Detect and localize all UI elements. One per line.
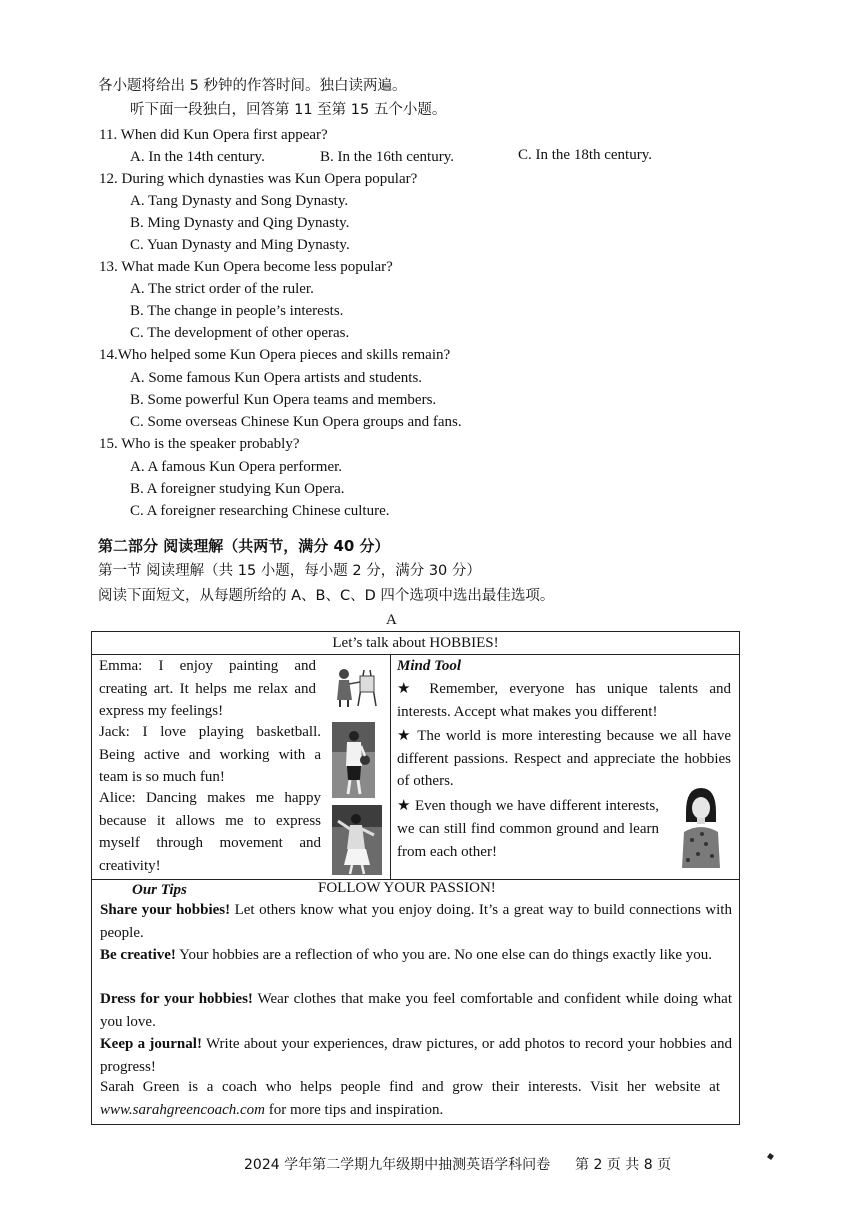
mind-tool-point-1 — [397, 677, 731, 723]
tip-dress-text: Wear clothes that make you feel comfortable and confident while doing what you love. — [100, 991, 732, 1030]
question-12-stem: 12. During which dynasties was Kun Opera popular? — [99, 171, 418, 187]
tip-share — [100, 899, 732, 944]
jack-statement: Jack: I love playing basketball. Being active and working with a team is so much fun! — [99, 724, 321, 785]
tip-share-text: Let others know what you enjoy doing. It’s a great way to build connections with people. — [100, 902, 732, 941]
question-13-stem: 13. What made Kun Opera become less popular? — [99, 259, 393, 275]
sarah-green-info — [100, 1076, 720, 1121]
footer-page-number: 第 2 页 共 8 页 — [575, 1157, 672, 1173]
follow-your-passion: FOLLOW YOUR PASSION! — [318, 880, 496, 896]
reading-directions: 阅读下面短文，从每题所给的 A、B、C、D 四个选项中选出最佳选项。 — [98, 588, 555, 604]
emma-painting-photo — [330, 664, 382, 708]
question-14-stem: 14.Who helped some Kun Opera pieces and skills remain? — [99, 347, 451, 363]
star-icon: ★ — [397, 726, 413, 744]
tip-dress — [100, 988, 732, 1033]
mind-tool-title: Mind Tool — [397, 658, 462, 674]
question-14-option-c: C. Some overseas Chinese Kun Opera groups and fans. — [130, 414, 462, 430]
mind-tool-text-2: The world is more interesting because we all have different passions. Respect and appreciate the hobbies of others. — [397, 728, 732, 789]
question-12-option-c: C. Yuan Dynasty and Ming Dynasty. — [130, 237, 350, 253]
column-divider — [390, 654, 391, 879]
tip-journal-lead: Keep a journal! — [100, 1036, 202, 1052]
question-11-option-b: B. In the 16th century. — [320, 149, 454, 165]
mind-tool-text-3: Even though we have different interests, we can still find common ground and learn from each other! — [397, 798, 660, 860]
alice-dancing-photo — [332, 805, 382, 875]
tip-journal — [100, 1033, 732, 1078]
question-11-stem: 11. When did Kun Opera first appear? — [99, 127, 328, 143]
jack-basketball-photo — [332, 722, 375, 798]
question-11-option-c: C. In the 18th century. — [518, 147, 652, 163]
section-heading: 第一节 阅读理解（共 15 小题，每小题 2 分，满分 30 分） — [98, 563, 481, 579]
tip-creative-text: Your hobbies are a reflection of who you are. No one else can do things exactly like you. — [175, 947, 713, 963]
tip-share-lead: Share your hobbies! — [100, 902, 231, 918]
question-13-option-a: A. The strict order of the ruler. — [130, 281, 314, 297]
question-12-option-a: A. Tang Dynasty and Song Dynasty. — [130, 193, 349, 209]
passage-title: Let’s talk about HOBBIES! — [332, 635, 499, 651]
tip-creative-lead: Be creative! — [100, 947, 176, 963]
question-12-option-b: B. Ming Dynasty and Qing Dynasty. — [130, 215, 350, 231]
sarah-website-link: www.sarahgreencoach.com — [100, 1101, 265, 1118]
sarah-text-end: for more tips and inspiration. — [264, 1101, 444, 1118]
question-14-option-b: B. Some powerful Kun Opera teams and members. — [130, 392, 437, 408]
question-13-option-c: C. The development of other operas. — [130, 325, 350, 341]
instruction-line-2: 听下面一段独白，回答第 11 至第 15 五个小题。 — [130, 102, 447, 118]
tip-journal-text: Write about your experiences, draw pictures, or add photos to record your hobbies and progress! — [100, 1036, 732, 1075]
footer-exam-title: 2024 学年第二学期九年级期中抽测英语学科问卷 — [244, 1157, 551, 1173]
mind-tool-text-1: Remember, everyone has unique talents and interests. Accept what makes you different! — [397, 681, 732, 720]
question-15-option-c: C. A foreigner researching Chinese culture. — [130, 503, 390, 519]
tip-dress-lead: Dress for your hobbies! — [100, 991, 253, 1007]
question-13-option-b: B. The change in people’s interests. — [130, 303, 344, 319]
question-14-option-a: A. Some famous Kun Opera artists and students. — [130, 370, 423, 386]
tip-creative — [100, 944, 732, 967]
question-15-option-b: B. A foreigner studying Kun Opera. — [130, 481, 345, 497]
mind-tool-point-3 — [397, 794, 659, 864]
sarah-portrait-photo — [678, 782, 724, 868]
sarah-text: Sarah Green is a coach who helps people find and grow their interests. Visit her website at — [100, 1079, 720, 1095]
question-15-stem: 15. Who is the speaker probably? — [99, 436, 300, 452]
instruction-line-1: 各小题将给出 5 秒钟的作答时间。独白读两遍。 — [98, 78, 407, 94]
alice-statement: Alice: Dancing makes me happy because it allows me to express myself through movement and creativity! — [99, 790, 321, 874]
question-11-option-a: A. In the 14th century. — [130, 149, 265, 165]
emma-statement: Emma: I enjoy painting and creating art. It helps me relax and express my feelings! — [99, 658, 316, 719]
speck-mark — [767, 1153, 774, 1160]
question-15-option-a: A. A famous Kun Opera performer. — [130, 459, 343, 475]
part2-heading: 第二部分 阅读理解（共两节，满分 40 分） — [98, 537, 390, 555]
our-tips-label: Our Tips — [132, 882, 187, 898]
star-icon: ★ — [397, 679, 418, 697]
star-icon: ★ — [397, 796, 411, 814]
passage-label: A — [386, 612, 397, 628]
